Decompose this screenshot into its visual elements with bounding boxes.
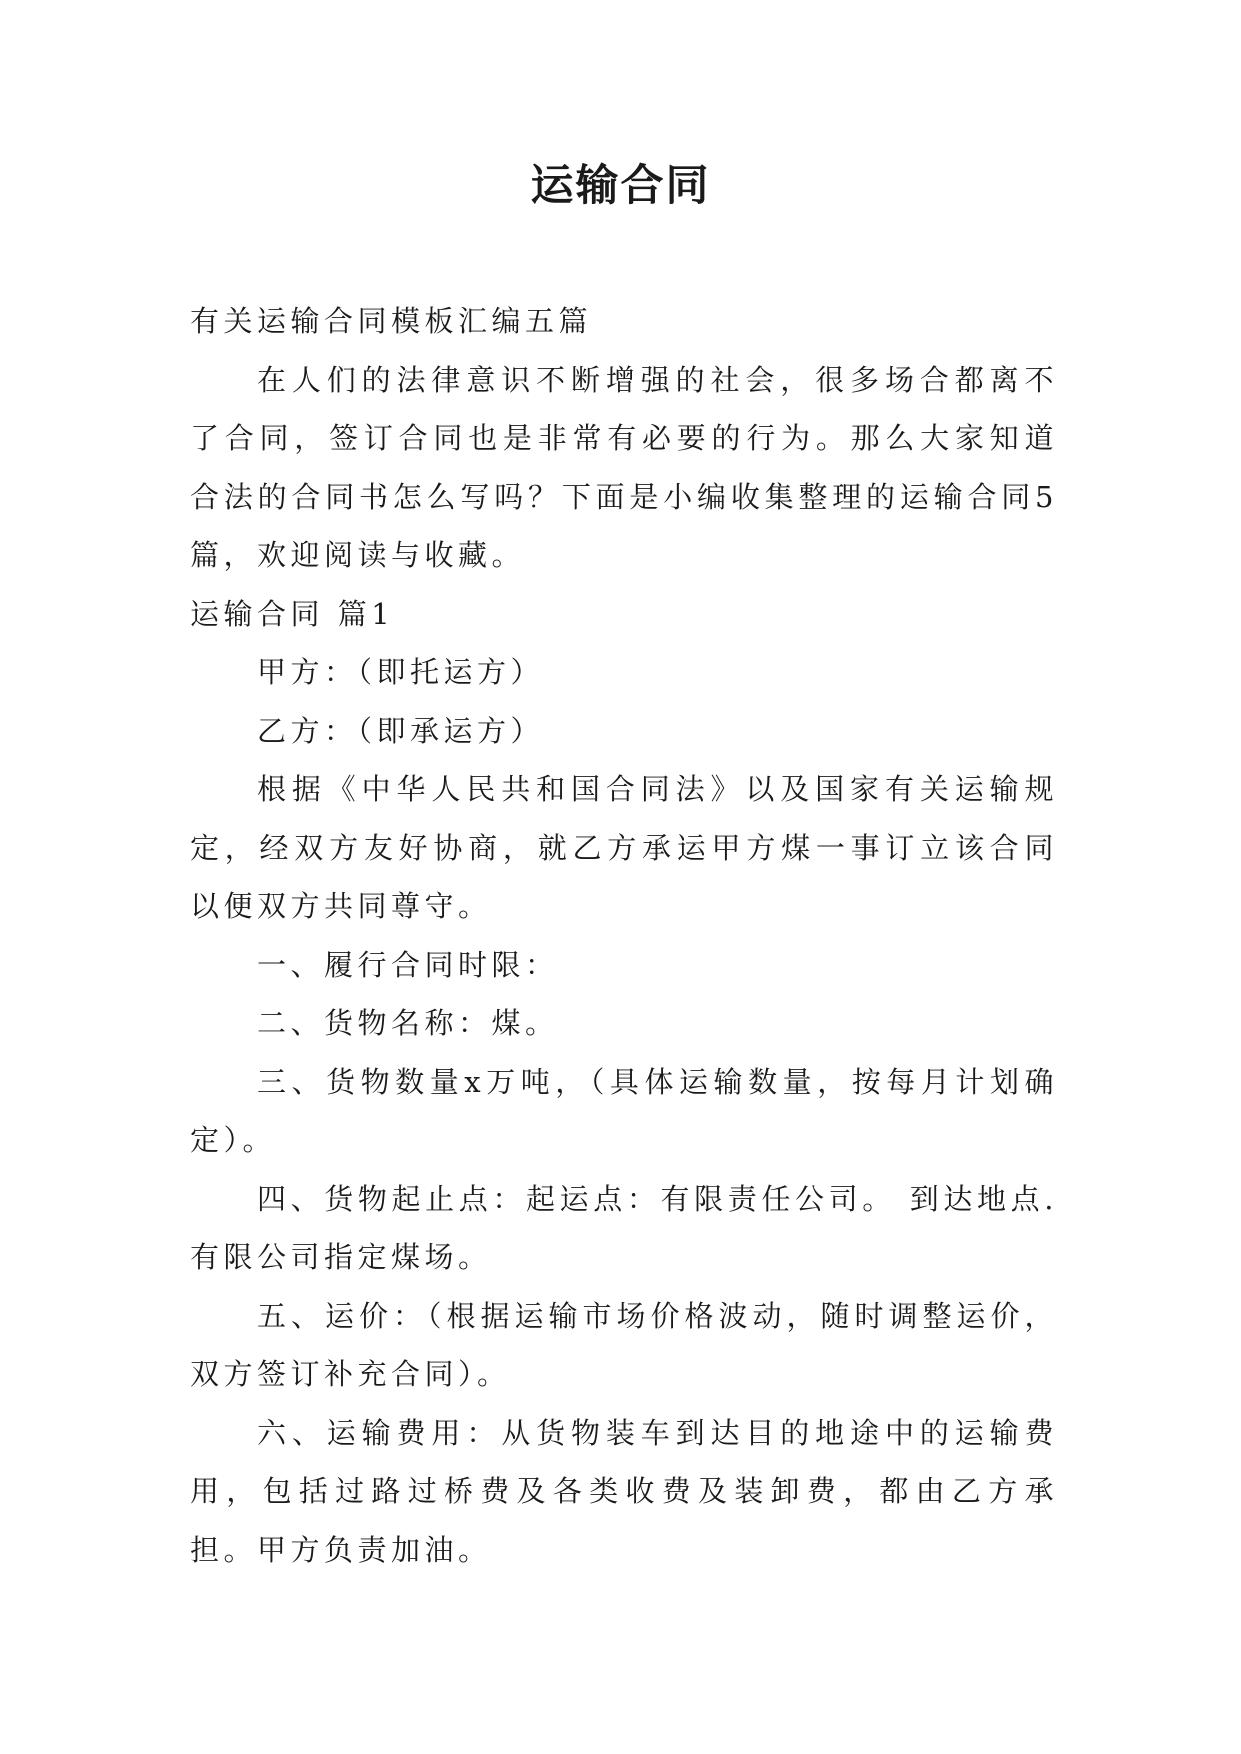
clause-1: 一、履行合同时限：	[257, 947, 559, 982]
document-body	[190, 292, 1058, 1579]
preamble-paragraph: 根据《中华人民共和国合同法》以及国家有关运输规定，经双方友好协商，就乙方承运甲方煤一事订立该合同以便双方共同尊守。	[190, 772, 1058, 923]
clause-6: 六、运输费用：从货物装车到达目的地途中的运输费用，包括过路过桥费及各类收费及装卸费，都由乙方承担。甲方负责加油。	[190, 1415, 1058, 1567]
intro-heading: 有关运输合同模板汇编五篇	[190, 304, 593, 338]
party-b: 乙方：（即承运方）	[257, 713, 545, 748]
clause-5: 五、运价：（根据运输市场价格波动，随时调整运价，双方签订补充合同）。	[190, 1298, 1058, 1391]
section-heading: 运输合同 篇1	[190, 596, 395, 631]
party-a: 甲方：（即托运方）	[257, 655, 545, 689]
clause-3: 三、货物数量x万吨，（具体运输数量，按每月计划确定）。	[190, 1064, 1058, 1157]
intro-paragraph: 在人们的法律意识不断增强的社会，很多场合都离不了合同，签订合同也是非常有必要的行为。那么大家知道合法的合同书怎么写吗？下面是小编收集整理的运输合同5篇，欢迎阅读与收藏。	[190, 362, 1058, 572]
document-title: 运输合同	[530, 161, 711, 211]
clause-2: 二、货物名称：煤。	[257, 1006, 559, 1040]
clause-4: 四、货物起止点：起运点：有限责任公司。 到达地点.有限公司指定煤场。	[190, 1181, 1058, 1274]
